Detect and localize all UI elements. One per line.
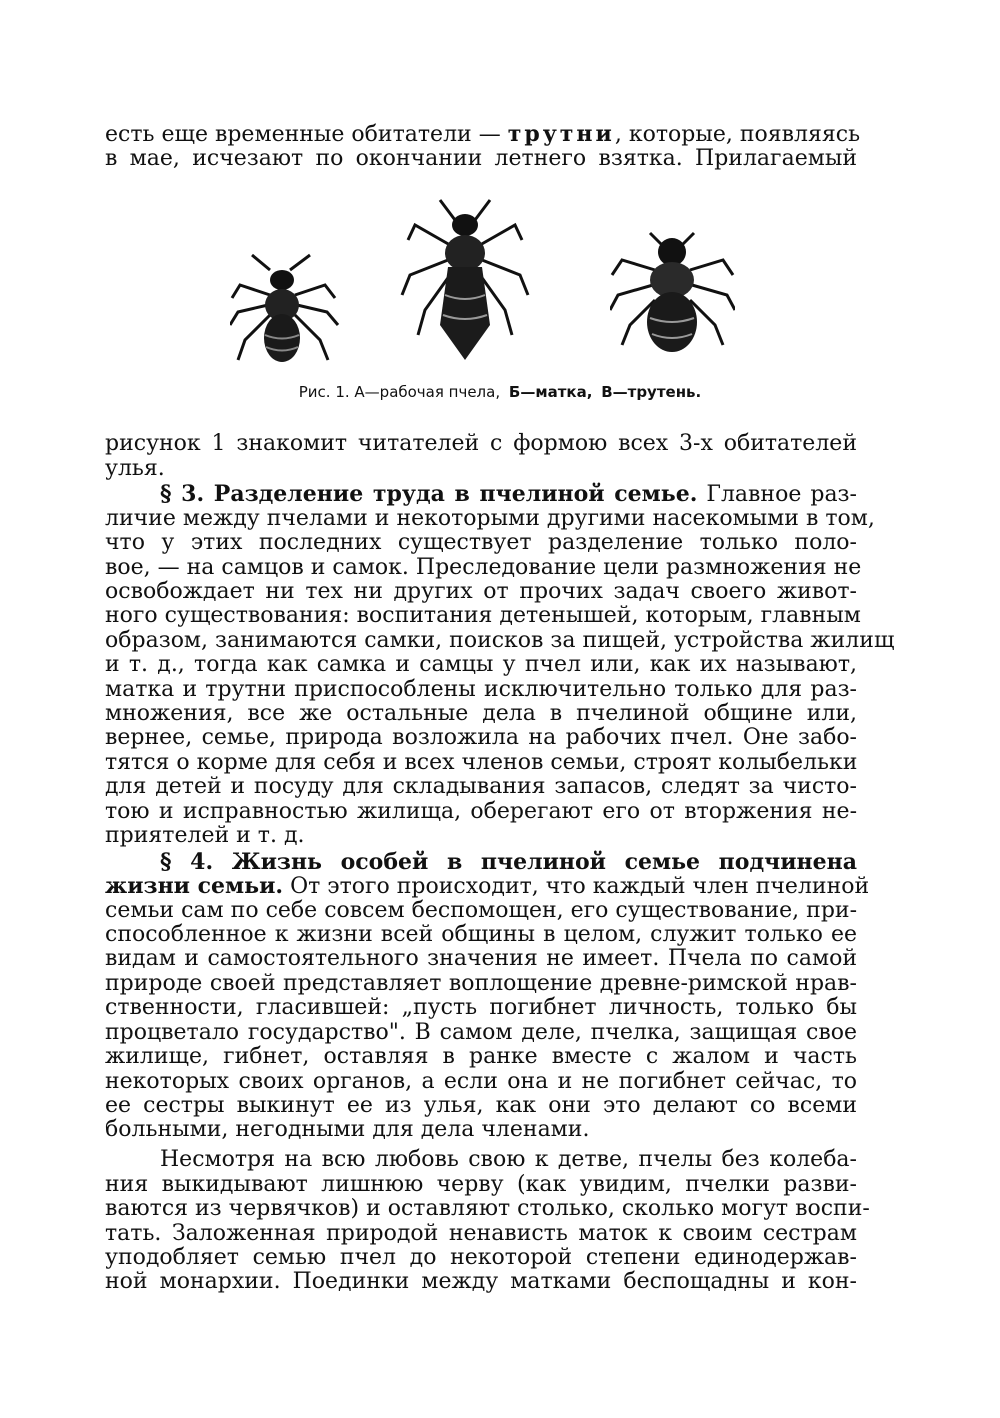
text-line: тою и исправностью жилища, оберегают его от вторжения не-: [105, 799, 857, 824]
drone-bee-image: [610, 230, 735, 360]
caption-c: В—трутень.: [601, 383, 702, 401]
text-line: улья.: [105, 456, 165, 481]
figure-caption: [0, 383, 1000, 401]
text-line: образом, занимаются самки, поисков за пищей, устройства жилищ: [105, 628, 895, 653]
text-line: способленное к жизни всей общины в целом, служит только ее: [105, 922, 857, 947]
text-line: тать. Заложенная природой ненависть маток к своим сестрам: [105, 1221, 857, 1246]
text-line: множения, все же остальные дела в пчелиной общине или,: [105, 701, 857, 726]
caption-a: Рис. 1. А—рабочая пчела,: [298, 383, 501, 401]
bee-figure: [220, 195, 760, 370]
text-line: ее сестры выкинут ее из улья, как они это делают со всеми: [105, 1093, 857, 1118]
text-line: ния выкидывают лишнюю черву (как увидим, пчелки разви-: [105, 1172, 857, 1197]
text-line: семьи сам по себе совсем беспомощен, его существование, при-: [105, 898, 857, 923]
text-line: вое, — на самцов и самок. Преследование цели размножения не: [105, 555, 862, 580]
text-line: вернее, семье, природа возложила на рабочих пчел. Оне забо-: [105, 725, 857, 750]
text-line: уподобляет семью пчел до некоторой степени единодержав-: [105, 1245, 857, 1270]
text-line: что у этих последних существует разделение только поло-: [105, 530, 857, 555]
text-line: рисунок 1 знакомит читателей с формою всех 3-х обитателей: [105, 431, 857, 456]
text-line: в мае, исчезают по окончании летнего взятка. Прилагаемый: [105, 146, 857, 171]
text-line: есть еще временные обитатели — трутни, которые, появляясь: [105, 121, 861, 147]
text-line: матка и трутни приспособлены исключительно только для раз-: [105, 677, 857, 702]
section-3-heading-line: § 3. Разделение труда в пчелиной семье. Главное раз-: [160, 481, 857, 507]
text-line: больными, негодными для дела членами.: [105, 1117, 590, 1142]
text-line: процветало государство". В самом деле, пчелка, защищая свое: [105, 1020, 857, 1045]
caption-b: Б—матка,: [508, 383, 593, 401]
text-line: личие между пчелами и некоторыми другими насекомыми в том,: [105, 506, 875, 531]
text-line: жизни семьи. От этого происходит, что каждый член пчелиной: [105, 873, 870, 899]
text-line: и т. д., тогда как самка и самцы у пчел или, как их называют,: [105, 652, 857, 677]
section-4-heading-line: § 4. Жизнь особей в пчелиной семье подчинена: [160, 849, 857, 875]
text-line: ного существования: воспитания детенышей, которым, главным: [105, 603, 861, 628]
text-line: освобождает ни тех ни других от прочих задач своего живот-: [105, 579, 857, 604]
text-line: ственности, гласившей: „пусть погибнет личность, только бы: [105, 995, 857, 1020]
worker-bee-image: [230, 250, 340, 365]
queen-bee-image: [400, 195, 530, 365]
text-line: приятелей и т. д.: [105, 823, 305, 848]
text-line: тятся о корме для себя и всех членов семьи, строят колыбельки: [105, 750, 858, 775]
text-line: жилище, гибнет, оставляя в ранке вместе с жалом и часть: [105, 1044, 857, 1069]
text-line: видам и самостоятельного значения не имеет. Пчела по самой: [105, 946, 857, 971]
text-line: для детей и посуду для складывания запасов, следят за чисто-: [105, 774, 857, 799]
text-line: ваются из червячков) и оставляют столько, сколько могут воспи-: [105, 1196, 870, 1221]
text-line: Несмотря на всю любовь свою к детве, пчелы без колеба-: [160, 1147, 857, 1172]
text-line: некоторых своих органов, а если она и не погибнет сейчас, то: [105, 1069, 857, 1094]
text-line: ной монархии. Поединки между матками беспощадны и кон-: [105, 1269, 857, 1294]
text-line: природе своей представляет воплощение древне-римской нрав-: [105, 971, 857, 996]
